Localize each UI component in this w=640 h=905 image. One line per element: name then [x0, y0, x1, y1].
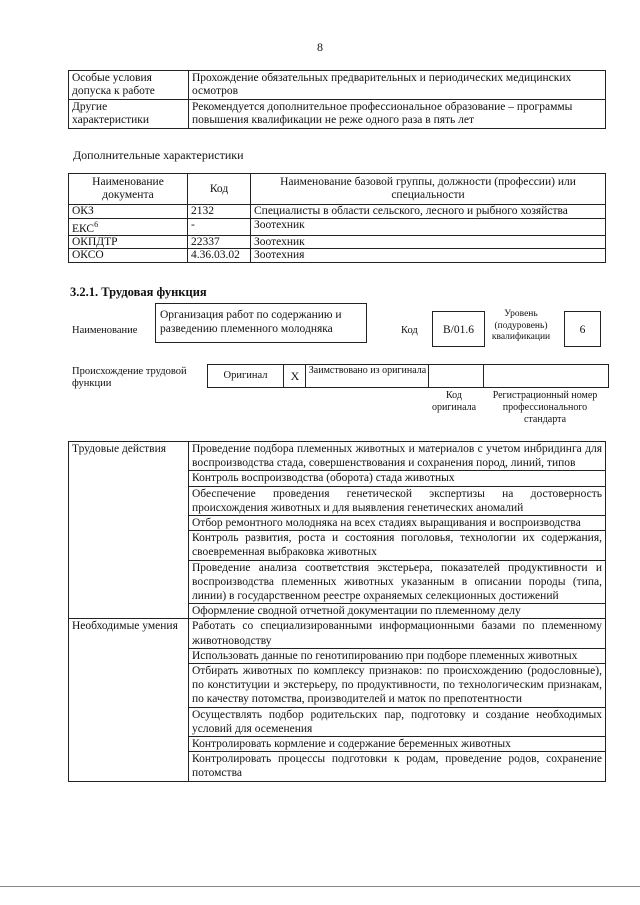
action-item: Проведение подбора племенных животных и материалов с учетом инбридинга для воспроизводства стада, совершенствования и сохранения пород, линий, типов [189, 442, 606, 471]
origin-label: Происхождение трудовой функции [72, 366, 187, 389]
extra-heading: Дополнительные характеристики [73, 148, 244, 162]
original-mark: X [283, 365, 306, 387]
name-label: Наименование [72, 325, 138, 336]
doc-cell [69, 235, 188, 249]
original-label: Оригинал [223, 370, 268, 381]
doc-cell [69, 249, 188, 263]
reg-number-cell [483, 365, 609, 387]
doc-text: ОКСО [72, 249, 104, 262]
action-item: Обеспечение проведения генетической экспертизы на достоверность происхождения животных и для выявления генетических аномалий [189, 486, 606, 515]
code-cell: 4.36.03.02 [188, 249, 251, 263]
doc-text: ОКЗ [72, 205, 94, 217]
skill-item: Контролировать кормление и содержание беременных животных [189, 737, 606, 752]
table-row [69, 100, 606, 129]
name-cell: Зоотехник [251, 235, 606, 249]
skill-item: Работать со специализированными информационными базами по племенному животноводству [189, 619, 606, 648]
name-cell: Специалисты в области сельского, лесного и рыбного хозяйства [251, 205, 606, 219]
table-header-row [69, 174, 606, 205]
footnote-ref: 6 [94, 219, 99, 229]
table-row [69, 205, 606, 219]
level-label: Уровень (подуровень) квалификации [491, 309, 551, 342]
skills-label: Необходимые умения [69, 619, 189, 781]
doc-text: ЕКС [72, 222, 95, 235]
function-header [68, 303, 608, 433]
table-row [69, 442, 606, 471]
skill-item: Использовать данные по генотипированию при подборе племенных животных [189, 648, 606, 663]
name-cell: Зоотехния [251, 249, 606, 263]
bottom-rule [0, 886, 640, 887]
original-code-cell [428, 365, 484, 387]
actions-label: Трудовые действия [69, 442, 189, 619]
table-row [69, 619, 606, 648]
function-name-box: Организация работ по содержанию и разведению племенного молодняка [155, 303, 367, 343]
name-cell: Зоотехник [251, 218, 606, 235]
code-cell: 22337 [188, 235, 251, 249]
action-item: Контроль воспроизводства (оборота) стада животных [189, 471, 606, 486]
skill-item: Отбирать животных по комплексу признаков: по происхождению (родословные), по конституции и экстерьеру, по продуктивности, по технологическим признакам, по качеству потомства, производителей и маток по препотентности [189, 664, 606, 708]
skill-item: Осуществлять подбор родительских пар, подготовку и создание необходимых условий для осеменения [189, 707, 606, 736]
code-cell: 2132 [188, 205, 251, 219]
table-row [69, 249, 606, 263]
table-row [69, 218, 606, 235]
function-details-table [68, 441, 606, 782]
skill-item: Контролировать процессы подготовки к родам, проведение родов, сохранение потомства [189, 752, 606, 781]
reg-num-label: Регистрационный номер профессионального стандарта [492, 390, 598, 425]
level-box: 6 [564, 311, 601, 347]
condition-value: Рекомендуется дополнительное профессиональное образование – программы повышения квалификации не реже одного раза в пять лет [189, 100, 606, 129]
table-row [69, 235, 606, 249]
condition-value: Прохождение обязательных предварительных и периодических медицинских осмотров [189, 71, 606, 100]
conditions-table [68, 70, 606, 129]
action-item: Оформление сводной отчетной документации по племенному делу [189, 604, 606, 619]
header-code: Код [188, 174, 251, 205]
action-item: Проведение анализа соответствия экстерьера, показателей продуктивности и воспроизводства племенных животных указанным в описании породы (типа, линии) в государственном реестре охраняемых селекционных достижений [189, 560, 606, 604]
extra-table [68, 173, 606, 263]
doc-cell [69, 205, 188, 219]
borrowed-label: Заимствовано из оригинала [305, 365, 429, 387]
condition-label: Другие характеристики [69, 100, 189, 129]
condition-label: Особые условия допуска к работе [69, 71, 189, 100]
orig-code-label: Код оригинала [431, 390, 477, 413]
doc-text: ОКПДТР [72, 235, 118, 248]
origin-box [207, 364, 609, 388]
code-cell: - [188, 218, 251, 235]
action-item: Отбор ремонтного молодняка на всех стадиях выращивания и воспроизводства [189, 516, 606, 531]
code-label: Код [401, 325, 418, 336]
header-name: Наименование базовой группы, должности (профессии) или специальности [251, 174, 606, 205]
table-row [69, 71, 606, 100]
action-item: Контроль развития, роста и состояния поголовья, технологии их содержания, своевременная выбраковка животных [189, 531, 606, 560]
section-title: 3.2.1. Трудовая функция [70, 285, 207, 299]
function-code-box: В/01.6 [432, 311, 485, 347]
header-doc: Наименование документа [69, 174, 188, 205]
page-number: 8 [317, 40, 323, 54]
doc-cell [69, 218, 188, 235]
